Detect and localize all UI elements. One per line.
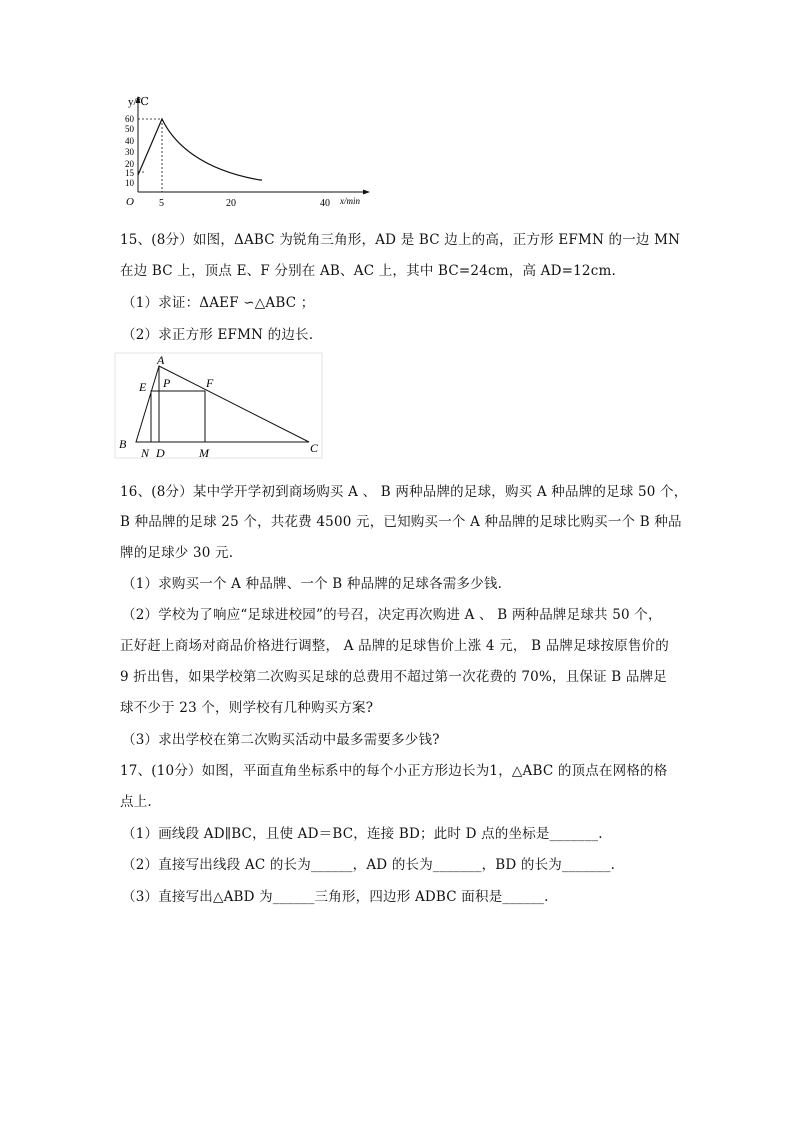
y-tick: 15 — [125, 168, 134, 178]
x-tick: 20 — [226, 198, 236, 209]
x-tick: 5 — [159, 198, 164, 209]
triangle-abc — [136, 366, 309, 442]
y-tick: 10 — [125, 178, 134, 188]
q16-line3: 牌的足球少 30 元. — [120, 545, 234, 561]
q16-part2-line3: 9 折出售，如果学校第二次购买足球的总费用不超过第一次花费的 70%，且保证 B 品牌足 — [120, 669, 667, 685]
q16-part2-line2: 正好赶上商场对商品价格进行调整， A 品牌的足球售价上涨 4 元， B 品牌足球按原售价的 — [120, 638, 670, 654]
label-d: D — [156, 446, 165, 460]
label-c: C — [310, 441, 319, 455]
y-tick: 50 — [125, 124, 134, 134]
q16-part1: （1）求购买一个 A 种品牌、一个 B 种品牌的足球各需多少钱. — [122, 576, 503, 592]
q16-part3: （3）求出学校在第二次购买活动中最多需要多少钱? — [122, 732, 440, 748]
q17-line1: 17、(10分）如图，平面直角坐标系中的每个小正方形边长为1，△ABC 的顶点在网格的格 — [120, 763, 668, 779]
x-axis-arrow — [363, 190, 370, 195]
y-tick: 60 — [125, 114, 134, 124]
q17-part2: （2）直接写出线段 AC 的长为______，AD 的长为_______，BD 的长为_______. — [122, 857, 616, 873]
y-tick: 40 — [125, 136, 134, 146]
y-axis-label: y/℃ — [128, 96, 149, 108]
y-tick: 20 — [125, 159, 134, 169]
label-e: E — [139, 380, 147, 394]
triangle-figure — [114, 352, 324, 462]
q15-line2: 在边 BC 上，顶点 E、F 分别在 AB、AC 上，其中 BC=24cm，高 AD=12cm. — [120, 263, 616, 279]
label-m: M — [199, 446, 209, 460]
x-tick: 40 — [320, 198, 330, 209]
origin-label: O — [126, 196, 134, 208]
q16-line2: B 种品牌的足球 25 个，共花费 4500 元，已知购买一个 A 种品牌的足球比购买一个 B 种品 — [120, 514, 682, 530]
q16-line1: 16、(8分）某中学开学初到商场购买 A 、 B 两种品牌的足球，购买 A 种品牌的足球 50 个， — [120, 484, 688, 500]
q17-part1: （1）画线段 AD∥BC，且使 AD＝BC，连接 BD；此时 D 点的坐标是_______. — [122, 826, 603, 842]
y-tick: 30 — [125, 147, 134, 157]
temperature-curve — [138, 119, 262, 180]
q16-part2-line4: 球不少于 23 个，则学校有几种购买方案? — [120, 700, 374, 716]
q15-part1: （1）求证：ΔAEF ∽△ABC ； — [122, 295, 315, 311]
x-axis-label: x/min — [340, 196, 360, 206]
q15-line1: 15、(8分）如图，ΔABC 为锐角三角形，AD 是 BC 边上的高，正方形 EFMN 的一边 MN — [120, 232, 681, 248]
label-p: P — [163, 376, 171, 390]
temperature-graph — [112, 92, 374, 214]
label-b: B — [119, 437, 127, 451]
q15-part2: （2）求正方形 EFMN 的边长. — [122, 327, 314, 343]
q16-part2-line1: （2）学校为了响应“足球进校园”的号召，决定再次购进 A 、 B 两种品牌足球共 50 个， — [122, 607, 662, 623]
q17-line2: 点上. — [120, 794, 152, 810]
label-n: N — [141, 446, 150, 460]
q17-part3: （3）直接写出△ABD 为______三角形，四边形 ADBC 面积是______. — [122, 889, 549, 905]
label-a: A — [157, 353, 165, 367]
label-f: F — [206, 376, 214, 390]
